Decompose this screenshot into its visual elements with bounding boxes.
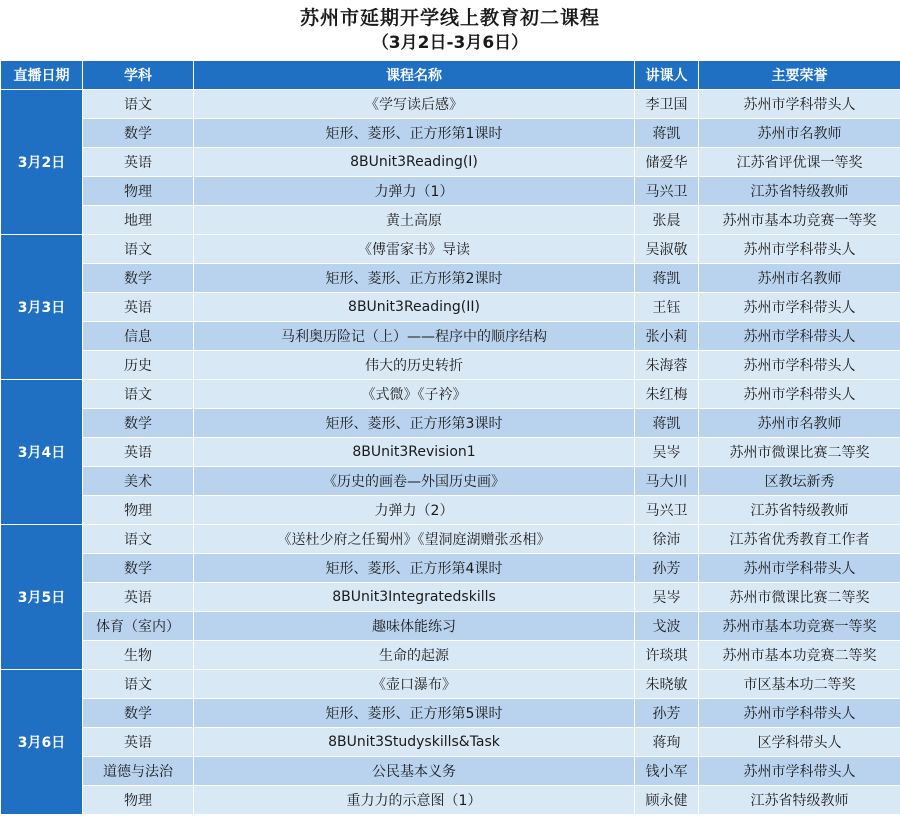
subject-cell: 物理 [83,177,194,206]
course-cell: 8BUnit3Integratedskills [194,583,635,612]
course-cell: 8BUnit3Revision1 [194,438,635,467]
subject-cell: 数学 [83,699,194,728]
table-row [1,583,900,612]
teacher-cell: 吴淑敬 [635,235,699,264]
subject-cell: 英语 [83,148,194,177]
table-row [1,670,900,699]
honor-cell: 江苏省特级教师 [699,496,900,525]
course-cell: 《傅雷家书》导读 [194,235,635,264]
honor-cell: 江苏省评优课一等奖 [699,148,900,177]
table-row [1,380,900,409]
honor-cell: 苏州市微课比赛二等奖 [699,438,900,467]
teacher-cell: 顾永健 [635,786,699,815]
honor-cell: 江苏省特级教师 [699,177,900,206]
header-row [1,61,900,90]
course-cell: 生命的起源 [194,641,635,670]
course-cell: 力弹力（2） [194,496,635,525]
teacher-cell: 王钰 [635,293,699,322]
table-row [1,641,900,670]
table-row [1,554,900,583]
header-course: 课程名称 [194,61,635,90]
table-row [1,177,900,206]
teacher-cell: 戈波 [635,612,699,641]
subject-cell: 英语 [83,583,194,612]
subject-cell: 数学 [83,264,194,293]
subject-cell: 物理 [83,496,194,525]
table-row [1,612,900,641]
subject-cell: 历史 [83,351,194,380]
subject-cell: 语文 [83,380,194,409]
table-row [1,438,900,467]
table-row [1,728,900,757]
subject-cell: 地理 [83,206,194,235]
course-cell: 《式微》《子衿》 [194,380,635,409]
honor-cell: 江苏省特级教师 [699,786,900,815]
teacher-cell: 蒋凯 [635,264,699,293]
subject-cell: 英语 [83,728,194,757]
table-row [1,467,900,496]
subject-cell: 英语 [83,293,194,322]
honor-cell: 江苏省优秀教育工作者 [699,525,900,554]
subject-cell: 语文 [83,235,194,264]
subject-cell: 语文 [83,670,194,699]
honor-cell: 苏州市学科带头人 [699,322,900,351]
teacher-cell: 吴岑 [635,583,699,612]
honor-cell: 苏州市基本功竞赛一等奖 [699,206,900,235]
subject-cell: 数学 [83,409,194,438]
header-subject: 学科 [83,61,194,90]
date-cell: 3月3日 [1,235,83,380]
course-cell: 8BUnit3Reading(II) [194,293,635,322]
table-row [1,293,900,322]
teacher-cell: 马大川 [635,467,699,496]
subject-cell: 体育（室内） [83,612,194,641]
course-cell: 矩形、菱形、正方形第1课时 [194,119,635,148]
teacher-cell: 蒋凯 [635,119,699,148]
course-cell: 矩形、菱形、正方形第3课时 [194,409,635,438]
honor-cell: 苏州市学科带头人 [699,351,900,380]
teacher-cell: 张晨 [635,206,699,235]
table-row [1,525,900,554]
teacher-cell: 储爱华 [635,148,699,177]
teacher-cell: 蒋珣 [635,728,699,757]
honor-cell: 苏州市学科带头人 [699,380,900,409]
title-block [0,0,900,60]
table-row [1,206,900,235]
course-cell: 矩形、菱形、正方形第4课时 [194,554,635,583]
teacher-cell: 徐沛 [635,525,699,554]
course-cell: 8BUnit3Studyskills&Task [194,728,635,757]
teacher-cell: 马兴卫 [635,177,699,206]
subject-cell: 信息 [83,322,194,351]
course-cell: 《壶口瀑布》 [194,670,635,699]
course-cell: 黄土高原 [194,206,635,235]
course-cell: 力弹力（1） [194,177,635,206]
subject-cell: 语文 [83,525,194,554]
course-cell: 伟大的历史转折 [194,351,635,380]
teacher-cell: 朱海蓉 [635,351,699,380]
honor-cell: 苏州市名教师 [699,409,900,438]
course-cell: 8BUnit3Reading(I) [194,148,635,177]
honor-cell: 苏州市学科带头人 [699,554,900,583]
subject-cell: 语文 [83,90,194,119]
date-cell: 3月4日 [1,380,83,525]
table-row [1,264,900,293]
course-cell: 《学写读后感》 [194,90,635,119]
honor-cell: 苏州市学科带头人 [699,235,900,264]
header-teacher: 讲课人 [635,61,699,90]
page-subtitle: （3月2日-3月6日） [371,33,529,53]
course-cell: 矩形、菱形、正方形第5课时 [194,699,635,728]
teacher-cell: 李卫国 [635,90,699,119]
honor-cell: 苏州市学科带头人 [699,699,900,728]
teacher-cell: 马兴卫 [635,496,699,525]
teacher-cell: 孙芳 [635,554,699,583]
schedule-table [0,60,900,815]
date-cell: 3月5日 [1,525,83,670]
subject-cell: 美术 [83,467,194,496]
honor-cell: 苏州市基本功竞赛二等奖 [699,641,900,670]
course-cell: 《历史的画卷—外国历史画》 [194,467,635,496]
table-row [1,351,900,380]
table-row [1,786,900,815]
honor-cell: 苏州市学科带头人 [699,757,900,786]
table-row [1,409,900,438]
honor-cell: 苏州市学科带头人 [699,293,900,322]
date-cell: 3月2日 [1,90,83,235]
subject-cell: 数学 [83,554,194,583]
teacher-cell: 钱小军 [635,757,699,786]
subject-cell: 生物 [83,641,194,670]
table-row [1,322,900,351]
honor-cell: 市区基本功二等奖 [699,670,900,699]
course-cell: 重力力的示意图（1） [194,786,635,815]
honor-cell: 苏州市微课比赛二等奖 [699,583,900,612]
table-row [1,90,900,119]
honor-cell: 区学科带头人 [699,728,900,757]
course-cell: 《送杜少府之任蜀州》《望洞庭湖赠张丞相》 [194,525,635,554]
teacher-cell: 朱晓敏 [635,670,699,699]
course-cell: 马利奥历险记（上）——程序中的顺序结构 [194,322,635,351]
teacher-cell: 蒋凯 [635,409,699,438]
table-row [1,119,900,148]
table-row [1,235,900,264]
teacher-cell: 张小莉 [635,322,699,351]
table-row [1,496,900,525]
table-row [1,699,900,728]
honor-cell: 区教坛新秀 [699,467,900,496]
honor-cell: 苏州市名教师 [699,264,900,293]
honor-cell: 苏州市名教师 [699,119,900,148]
subject-cell: 物理 [83,786,194,815]
course-cell: 矩形、菱形、正方形第2课时 [194,264,635,293]
teacher-cell: 孙芳 [635,699,699,728]
header-date: 直播日期 [1,61,83,90]
table-row [1,148,900,177]
teacher-cell: 朱红梅 [635,380,699,409]
teacher-cell: 许琰琪 [635,641,699,670]
date-cell: 3月6日 [1,670,83,815]
subject-cell: 数学 [83,119,194,148]
subject-cell: 英语 [83,438,194,467]
page-title: 苏州市延期开学线上教育初二课程 [299,7,600,29]
teacher-cell: 吴岑 [635,438,699,467]
subject-cell: 道德与法治 [83,757,194,786]
header-honor: 主要荣誉 [699,61,900,90]
honor-cell: 苏州市基本功竞赛一等奖 [699,612,900,641]
schedule-body [1,90,900,815]
table-row [1,757,900,786]
course-cell: 公民基本义务 [194,757,635,786]
honor-cell: 苏州市学科带头人 [699,90,900,119]
course-cell: 趣味体能练习 [194,612,635,641]
